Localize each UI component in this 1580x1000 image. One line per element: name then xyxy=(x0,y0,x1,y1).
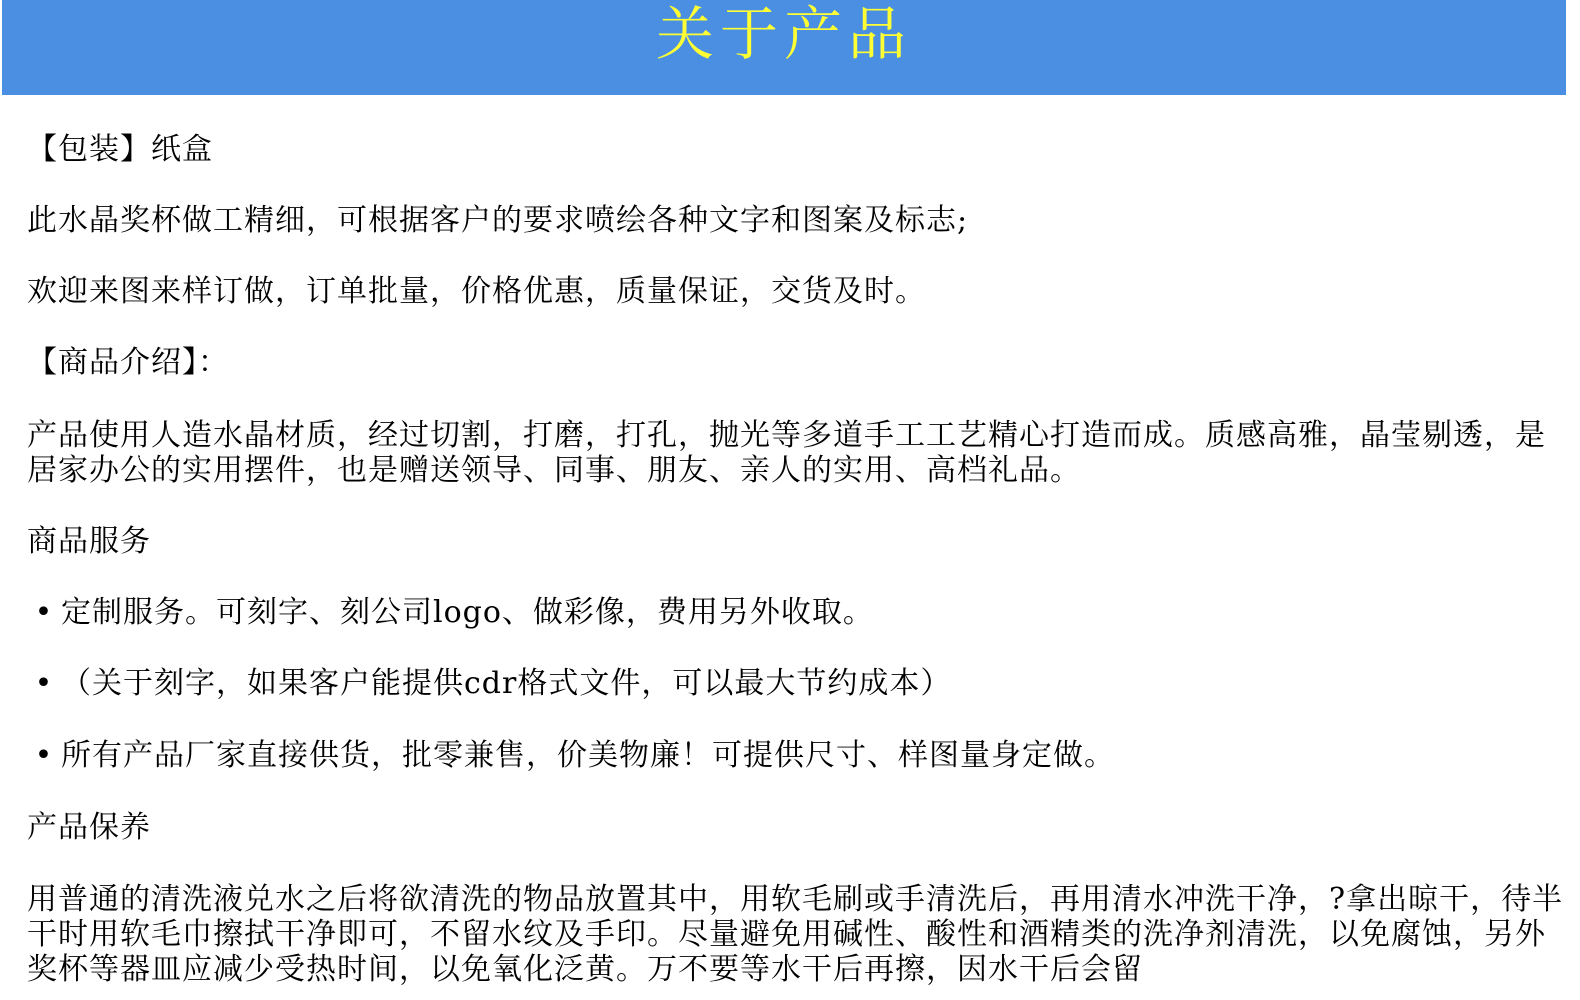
service-item xyxy=(27,738,1115,774)
title-banner xyxy=(2,0,1566,95)
packaging-line: 【包装】纸盒 xyxy=(27,132,213,167)
page-title: 关于产品 xyxy=(655,0,912,68)
bullet-dot: • xyxy=(34,666,54,701)
service-heading: 商品服务 xyxy=(27,524,151,559)
description-line-2: 欢迎来图来样订做，订单批量，价格优惠，质量保证，交货及时。 xyxy=(27,274,926,309)
description-line-1: 此水晶奖杯做工精细，可根据客户的要求喷绘各种文字和图案及标志; xyxy=(27,203,969,238)
bullet-dot: • xyxy=(34,738,54,773)
service-item-text: （关于刻字，如果客户能提供cdr格式文件，可以最大节约成本） xyxy=(61,666,952,701)
care-heading: 产品保养 xyxy=(27,810,151,845)
intro-paragraph: 产品使用人造水晶材质，经过切割，打磨，打孔，抛光等多道手工工艺精心打造而成。质感高雅，晶莹剔透，是居家办公的实用摆件，也是赠送领导、同事、朋友、亲人的实用、高档礼品。 xyxy=(27,418,1546,488)
service-item xyxy=(27,595,874,631)
service-item-text: 定制服务。可刻字、刻公司logo、做彩像，费用另外收取。 xyxy=(61,595,874,630)
bullet-dot: • xyxy=(34,595,54,630)
service-item xyxy=(27,666,951,702)
care-paragraph: 用普通的清洗液兑水之后将欲清洗的物品放置其中，用软毛刷或手清洗后，再用清水冲洗干净，?拿出晾干，待半干时用软毛巾擦拭干净即可，不留水纹及手印。尽量避免用碱性、酸性和酒精类的洗净剂清洗，以免腐蚀，另外奖杯等器皿应减少受热时间，以免氧化泛黄。万不要等水干后再擦，因水干后会留 xyxy=(27,882,1564,987)
service-item-text: 所有产品厂家直接供货，批零兼售，价美物廉！可提供尺寸、样图量身定做。 xyxy=(61,738,1115,773)
intro-heading: 【商品介绍】： xyxy=(27,345,229,380)
